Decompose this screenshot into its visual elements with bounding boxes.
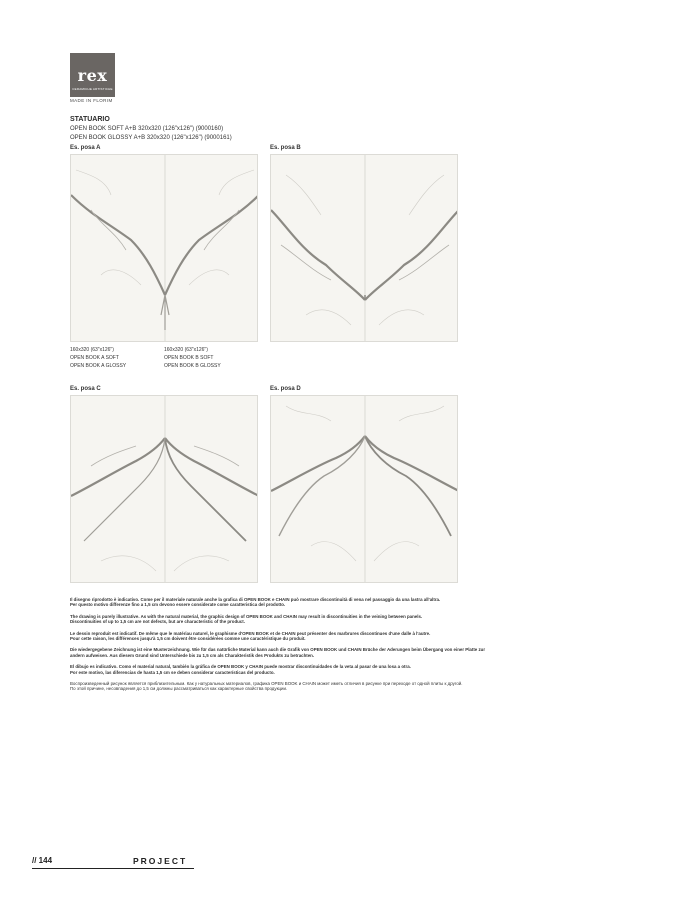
product-title: STATUARIO [70,116,110,123]
product-line-glossy: OPEN BOOK GLOSSY A+B 320x320 (126"x126") (9000161) [70,135,232,141]
marble-pattern-c [71,396,258,583]
disclaimer-it: Il disegno riprodotto è indicativo. Come per il materiale naturale anche la grafica di OPEN BOOK e CHAIN può mostrare discontinuità di vena nel passaggio da una lastra all'altra. Per questo motivo differenze fino a 1,5 cm devono essere considerate come caratteristica del prodotto. [70,597,441,608]
disclaimer-es: El dibujo es indicativo. Como el material natural, también la gráfica de OPEN BOOK y CHAIN puede mostrar discontinuidades de la veta al pasar de una losa a otra. Por este motivo, las diferencias de hasta 1,5 cm se deben considerar características del producto. [70,664,411,675]
disclaimer-en: The drawing is purely illustrative. As with the natural material, the graphic design of OPEN BOOK and CHAIN may result in discontinuities in the veining between panels. Discontinuities of up to 1,5 cm are not defects, but are characteristic of the product. [70,613,423,625]
caption-a [70,346,126,370]
layout-c-label: Es. posa C [70,386,101,392]
caption-b [164,346,221,370]
layout-d-tile [270,395,458,583]
layout-b-tile [270,154,458,342]
logo-subtitle: CERAMICHE ARTISTICHE [72,87,113,91]
caption-a-soft: OPEN BOOK A SOFT [70,355,119,361]
layout-a-label: Es. posa A [70,145,101,151]
caption-a-glossy: OPEN BOOK A GLOSSY [70,363,127,369]
layout-d-label: Es. posa D [270,386,301,392]
marble-pattern-d [271,396,458,583]
disclaimer-block [70,597,590,698]
logo-word: rex [77,66,108,85]
marble-pattern-b [271,155,458,342]
layout-b-label: Es. posa B [270,145,301,151]
caption-b-size: 160x320 (63"x126") [164,347,208,353]
disclaimer-fr: Le dessin reproduit est indicatif. De même que le matériau naturel, le graphisme d'OPEN BOOK et de CHAIN peut présenter des marbrures discontinues d'une dalle à l'autre. Pour cette raison, les différences jusqu'à 1,5 cm doivent être considérées comme une caractéristique du produit. [70,630,431,642]
caption-a-size: 160x320 (63"x126") [70,347,114,353]
marble-pattern-a [71,155,258,342]
page-number: // 144 [32,856,53,865]
layout-a-tile [70,154,258,342]
disclaimer-de: Die wiedergegebene Zeichnung ist eine Musterzeichnung. Wie für das natürliche Material kann auch die Grafik von OPEN BOOK und CHAIN Brüche der Aderungen beim Übergang von einer Platte zur andern aufweisen. Aus diesem Grund sind Unterschiede bis zu 1,5 cm als Charakteristik des Produkts zu betrachten. [70,647,486,658]
made-in-label: MADE IN FLORIM [70,98,113,103]
caption-b-glossy: OPEN BOOK B GLOSSY [164,363,221,369]
section-title: PROJECT [133,856,188,866]
brand-logo [70,53,115,97]
footer-rule [32,868,194,869]
product-line-soft: OPEN BOOK SOFT A+B 320x320 (126"x126") (9000160) [70,126,224,132]
disclaimer-ru: Воспроизведенный рисунок является приблизительным. Как у натуральных материалов, графика OPEN BOOK и CHAIN может иметь отличия в рисунке при переходе от одной плиты к другой. По этой причине, несовпадения до 1,5 см должны рассматриваться как характерные свойства продукции. [70,681,463,692]
caption-b-soft: OPEN BOOK B SOFT [164,355,214,361]
layout-c-tile [70,395,258,583]
